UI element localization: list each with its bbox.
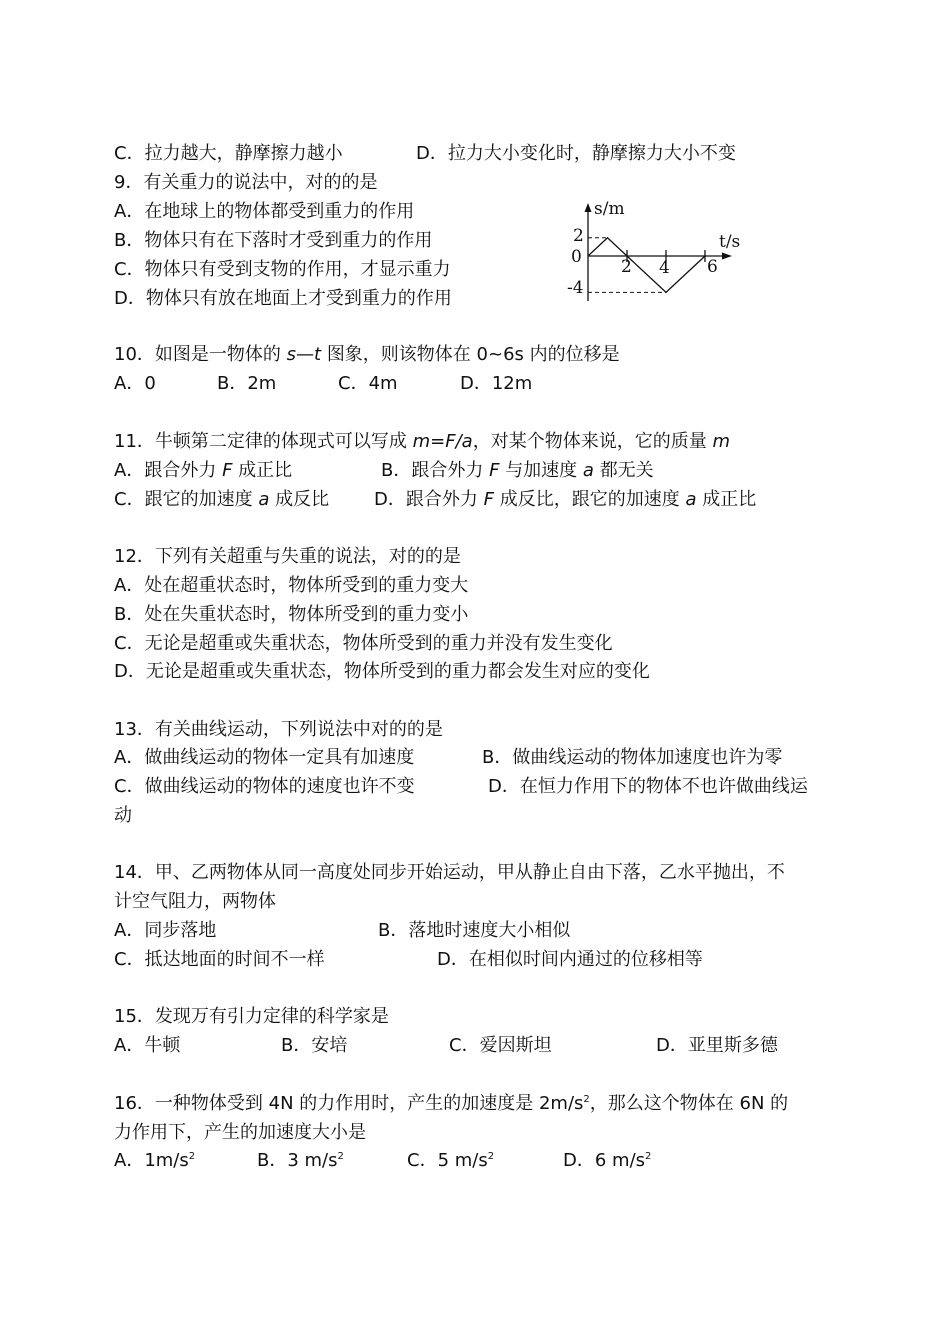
q10-stem-post: 图象，则该物体在 0~6s 内的位移是 — [326, 344, 620, 365]
q16-option-c — [407, 1148, 494, 1174]
q11-option-d — [374, 487, 756, 513]
q9-option-c: C．物体只有受到支物的作用，才显示重力 — [114, 259, 451, 280]
q16-option-a — [114, 1148, 195, 1174]
q15-option-d: D．亚里斯多德 — [656, 1035, 778, 1056]
q11-option-c — [114, 487, 329, 513]
q16-stem-line1 — [114, 1091, 788, 1117]
q14-option-d: D．在相似时间内通过的位移相等 — [437, 949, 703, 970]
q12-option-b: B．处在失重状态时，物体所受到的重力变小 — [114, 604, 469, 625]
q11-c-var: a — [258, 489, 270, 510]
q16-c-sup: 2 — [487, 1151, 495, 1162]
q11-a-pre: A．跟合外力 — [114, 460, 217, 481]
q8-option-d: D．拉力大小变化时，静摩擦力大小不变 — [416, 143, 736, 164]
q10-option-b: B．2m — [217, 373, 277, 394]
q13-option-d: D．在恒力作用下的物体不也许做曲线运 — [488, 776, 808, 797]
q16-option-d — [563, 1148, 651, 1174]
q15-stem: 15．发现万有引力定律的科学家是 — [114, 1006, 389, 1027]
q11-option-a — [114, 458, 292, 484]
q15-option-c: C．爱因斯坦 — [449, 1035, 552, 1056]
q14-option-a: A．同步落地 — [114, 920, 217, 941]
q16-b-sup: 2 — [337, 1151, 344, 1162]
q11-stem-var: m — [712, 431, 730, 452]
q11-a-var: F — [222, 460, 233, 481]
series-line — [588, 238, 705, 293]
x-tick-label-6: 6 — [707, 257, 718, 277]
q13-option-a: A．做曲线运动的物体一定具有加速度 — [114, 747, 415, 768]
x-axis-arrow — [722, 253, 732, 260]
x-tick-label-2: 2 — [621, 257, 632, 277]
q16-option-b — [257, 1148, 344, 1174]
q16-a-sup: 2 — [188, 1151, 196, 1162]
q10-stem-pre: 10．如图是一物体的 — [114, 344, 281, 365]
q16-d-text: D．6 m/s — [563, 1150, 646, 1171]
q16-superscript: 2 — [583, 1094, 590, 1105]
q14-stem-line2: 计空气阻力，两物体 — [114, 891, 276, 912]
q9-option-d: D．物体只有放在地面上才受到重力的作用 — [114, 288, 452, 309]
q8-option-c: C．拉力越大，静摩擦力越小 — [114, 143, 343, 164]
q11-d-var2: a — [685, 489, 697, 510]
q11-stem-mid: ，对某个物体来说，它的质量 — [472, 431, 707, 452]
y-axis-arrow — [585, 203, 592, 212]
q16-c-text: C．5 m/s — [407, 1150, 488, 1171]
q11-c-post: 成反比 — [275, 489, 330, 510]
q11-b-pre: B．跟合外力 — [381, 460, 484, 481]
q15-option-a: A．牛顿 — [114, 1035, 181, 1056]
s-t-graph — [560, 195, 750, 310]
q11-option-b — [381, 458, 654, 484]
x-axis-label: t/s — [719, 232, 741, 252]
q10-stem — [114, 342, 620, 368]
q13-stem: 13．有关曲线运动，下列说法中对的的是 — [114, 719, 443, 740]
q12-stem: 12．下列有关超重与失重的说法，对的的是 — [114, 546, 461, 567]
q16-stem1-pre: 16．一种物体受到 4N 的力作用时，产生的加速度是 2m/s — [114, 1093, 584, 1114]
q11-b-mid: 与加速度 — [505, 460, 578, 481]
q14-option-b: B．落地时速度大小相似 — [378, 920, 571, 941]
q11-b-var1: F — [489, 460, 500, 481]
q10-stem-var: s—t — [286, 344, 322, 365]
q15-option-b: B．安培 — [281, 1035, 348, 1056]
q13-option-d-cont: 动 — [114, 805, 132, 826]
y-axis-label: s/m — [594, 199, 625, 219]
q9-option-b: B．物体只有在下落时才受到重力的作用 — [114, 230, 433, 251]
q11-d-var1: F — [483, 489, 494, 510]
q11-d-post: 成正比 — [702, 489, 757, 510]
q16-d-sup: 2 — [645, 1151, 652, 1162]
q9-stem: 9．有关重力的说法中，对的的是 — [114, 172, 378, 193]
q10-option-c: C．4m — [338, 373, 398, 394]
q13-option-c: C．做曲线运动的物体的速度也许不变 — [114, 776, 415, 797]
q11-b-var2: a — [582, 460, 594, 481]
q16-a-text: A．1m/s — [114, 1150, 189, 1171]
q11-a-post: 成正比 — [238, 460, 293, 481]
q13-option-b: B．做曲线运动的物体加速度也许为零 — [482, 747, 783, 768]
q11-d-mid: 成反比，跟它的加速度 — [499, 489, 680, 510]
q11-d-pre: D．跟合外力 — [374, 489, 478, 510]
x-tick-label-4: 4 — [659, 258, 670, 278]
q11-stem — [114, 429, 730, 455]
y-tick-label-neg4: -4 — [567, 278, 584, 298]
y-tick-label-2: 2 — [573, 226, 584, 246]
q14-option-c: C．抵达地面的时间不一样 — [114, 949, 325, 970]
q14-stem-line1: 14．甲、乙两物体从同一高度处同步开始运动，甲从静止自由下落，乙水平抛出，不 — [114, 862, 785, 883]
q12-option-d: D．无论是超重或失重状态，物体所受到的重力都会发生对应的变化 — [114, 661, 650, 682]
q11-b-post: 都无关 — [599, 460, 654, 481]
q11-stem-pre: 11．牛顿第二定律的体现式可以写成 — [114, 431, 407, 452]
q16-stem-line2: 力作用下，产生的加速度大小是 — [114, 1122, 366, 1143]
q12-option-c: C．无论是超重或失重状态，物体所受到的重力并没有发生变化 — [114, 633, 613, 654]
y-tick-label-0: 0 — [571, 247, 582, 267]
q16-b-text: B．3 m/s — [257, 1150, 338, 1171]
q11-stem-formula: m=F/a — [412, 431, 473, 452]
q11-c-pre: C．跟它的加速度 — [114, 489, 253, 510]
q10-option-a: A．0 — [114, 373, 156, 394]
q9-option-a: A．在地球上的物体都受到重力的作用 — [114, 201, 415, 222]
q12-option-a: A．处在超重状态时，物体所受到的重力变大 — [114, 575, 469, 596]
q16-stem1-post: ，那么这个物体在 6N 的 — [589, 1093, 789, 1114]
q10-option-d: D．12m — [460, 373, 533, 394]
